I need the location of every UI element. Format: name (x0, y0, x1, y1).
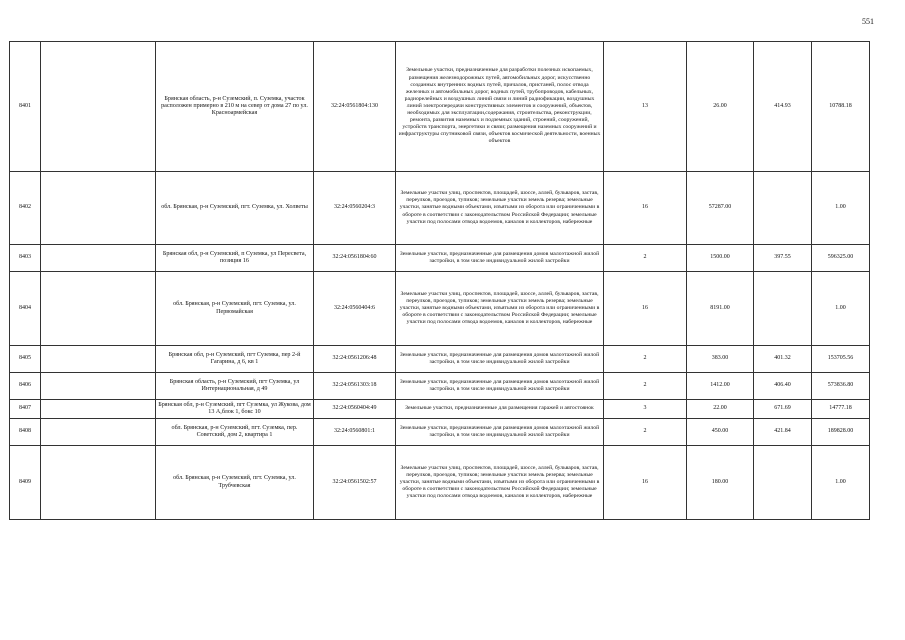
cadastral-number-cell: 32:24:0560404:49 (314, 400, 396, 419)
empty-cell (41, 42, 156, 172)
row-number: 8406 (10, 373, 41, 400)
land-use-cell: Земельные участки, предназначенные для разработки полезных ископаемых, размещения железнодорожных путей, автомобильных дорог, искусственно созданных внутренних водных путей, причалов, пристаней, полос отвода железных и автомобильных дорог, водных путей, трубопроводов, кабельных, радиорелейных и воздушных линий связи и линий радиофикации, воздушных линий электропередачи конструктивных элементов и сооружений, объектов, необходимых для эксплуатации,содержания, строительства, реконструкции, ремонта, развития наземных и подземных зданий, строений, сооружений, устройств транспорта, энергетики и связи; размещения наземных сооружений и инфраструктуры спутниковой связи, объектов космической деятельности, военных объектов (396, 42, 604, 172)
specific-value-cell: 414.93 (754, 42, 812, 172)
area-cell: 8191.00 (687, 272, 754, 346)
land-use-cell: Земельные участки, предназначенные для размещения гаражей и автостоянок (396, 400, 604, 419)
cadastral-number-cell: 32:24:0560404:6 (314, 272, 396, 346)
table-row (10, 272, 870, 346)
row-number: 8404 (10, 272, 41, 346)
area-cell: 383.00 (687, 346, 754, 373)
area-cell: 1500.00 (687, 245, 754, 272)
specific-value-cell (754, 172, 812, 245)
specific-value-cell: 421.84 (754, 419, 812, 446)
row-number: 8401 (10, 42, 41, 172)
table-row (10, 373, 870, 400)
cadastral-value-cell: 596325.00 (812, 245, 870, 272)
land-use-cell: Земельные участки, предназначенные для размещения домов малоэтажной жилой застройки, в том числе индивидуальной жилой застройки (396, 346, 604, 373)
table-row (10, 245, 870, 272)
use-code-cell: 2 (604, 346, 687, 373)
area-cell: 26.00 (687, 42, 754, 172)
land-use-cell: Земельные участки улиц, проспектов, площадей, шоссе, аллей, бульваров, застав, переулков, проездов, тупиков; земельные участки земель резерва; земельные участки, занятые водными объектами, изъятыми из оборота или ограниченными в обороте в соответствии с законодательством Российской Федерации; земельные участки под полосами отвода водоемов, каналов и коллекторов, набережные (396, 272, 604, 346)
area-cell: 180.00 (687, 446, 754, 520)
cadastral-value-cell: 189828.00 (812, 419, 870, 446)
row-number: 8409 (10, 446, 41, 520)
row-number: 8407 (10, 400, 41, 419)
row-number: 8408 (10, 419, 41, 446)
area-cell: 1412.00 (687, 373, 754, 400)
cadastral-value-cell: 1.00 (812, 272, 870, 346)
cadastral-value-cell: 14777.18 (812, 400, 870, 419)
row-number: 8403 (10, 245, 41, 272)
page-number: 551 (862, 17, 874, 26)
use-code-cell: 2 (604, 245, 687, 272)
cadastral-value-cell: 1.00 (812, 446, 870, 520)
address-cell: Брянская область, р-н Суземский, пгт Суземка, ул Интернациональная, д 49 (156, 373, 314, 400)
land-use-cell: Земельные участки улиц, проспектов, площадей, шоссе, аллей, бульваров, застав, переулков, проездов, тупиков; земельные участки земель резерва; земельные участки, занятые водными объектами, изъятыми из оборота или ограниченными в обороте в соответствии с законодательством Российской Федерации; земельные участки под полосами отвода водоемов, каналов и коллекторов, набережные (396, 172, 604, 245)
empty-cell (41, 172, 156, 245)
specific-value-cell: 671.69 (754, 400, 812, 419)
table-row (10, 346, 870, 373)
cadastral-value-cell: 573836.80 (812, 373, 870, 400)
address-cell: Брянская обл, р-н Суземский, п Суземка, ул Пересвета, позиция 16 (156, 245, 314, 272)
cadastral-value-cell: 153705.56 (812, 346, 870, 373)
cadastral-number-cell: 32:24:0561303:18 (314, 373, 396, 400)
table-row (10, 172, 870, 245)
use-code-cell: 2 (604, 419, 687, 446)
cadastral-number-cell: 32:24:0561804:130 (314, 42, 396, 172)
address-cell: обл. Брянская, р-н Суземский, пгт. Суземка, пер. Советский, дом 2, квартира 1 (156, 419, 314, 446)
empty-cell (41, 446, 156, 520)
use-code-cell: 16 (604, 446, 687, 520)
land-use-cell: Земельные участки, предназначенные для размещения домов малоэтажной жилой застройки, в том числе индивидуальной жилой застройки (396, 373, 604, 400)
cadastral-value-cell: 1.00 (812, 172, 870, 245)
cadastral-number-cell: 32:24:0560801:1 (314, 419, 396, 446)
table-row (10, 419, 870, 446)
specific-value-cell: 406.40 (754, 373, 812, 400)
area-cell: 450.00 (687, 419, 754, 446)
land-use-cell: Земельные участки улиц, проспектов, площадей, шоссе, аллей, бульваров, застав, переулков, проездов, тупиков; земельные участки земель резерва; земельные участки, занятые водными объектами, изъятыми из оборота или ограниченными в обороте в соответствии с законодательством Российской Федерации; земельные участки под полосами отвода водоемов, каналов и коллекторов, набережные (396, 446, 604, 520)
cadastral-value-cell: 10788.18 (812, 42, 870, 172)
specific-value-cell (754, 446, 812, 520)
land-use-cell: Земельные участки, предназначенные для размещения домов малоэтажной жилой застройки, в том числе индивидуальной жилой застройки (396, 245, 604, 272)
use-code-cell: 16 (604, 172, 687, 245)
empty-cell (41, 400, 156, 419)
area-cell: 57287.00 (687, 172, 754, 245)
cadastral-number-cell: 32:24:0561804:60 (314, 245, 396, 272)
row-number: 8405 (10, 346, 41, 373)
address-cell: обл. Брянская, р-н Суземский, пгт. Суземка, ул. Первомайская (156, 272, 314, 346)
land-registry-table (9, 41, 870, 520)
empty-cell (41, 419, 156, 446)
specific-value-cell (754, 272, 812, 346)
table-row (10, 400, 870, 419)
table-row (10, 42, 870, 172)
cadastral-number-cell: 32:24:0561502:57 (314, 446, 396, 520)
land-use-cell: Земельные участки, предназначенные для размещения домов малоэтажной жилой застройки, в том числе индивидуальной жилой застройки (396, 419, 604, 446)
address-cell: Брянская обл, р-н Суземский, пгт Суземка, пер 2-й Гагарина, д 6, кв 1 (156, 346, 314, 373)
use-code-cell: 3 (604, 400, 687, 419)
table-row (10, 446, 870, 520)
area-cell: 22.00 (687, 400, 754, 419)
cadastral-number-cell: 32:24:0560204:3 (314, 172, 396, 245)
address-cell: Брянская область, р-н Суземский, п. Суземка, участок расположен примерно в 210 м на север от дома 27 по ул. Красноармейская (156, 42, 314, 172)
address-cell: обл. Брянская, р-н Суземский, пгт. Суземка, ул. Трубчевская (156, 446, 314, 520)
row-number: 8402 (10, 172, 41, 245)
address-cell: обл. Брянская, р-н Суземский, пгт. Суземка, ул. Холветы (156, 172, 314, 245)
cadastral-number-cell: 32:24:0561206:48 (314, 346, 396, 373)
address-cell: Брянская обл, р-н Суземский, пгт Суземка, ул Жукова, дом 13 А,блок 1, бокс 10 (156, 400, 314, 419)
empty-cell (41, 272, 156, 346)
empty-cell (41, 245, 156, 272)
use-code-cell: 2 (604, 373, 687, 400)
empty-cell (41, 373, 156, 400)
specific-value-cell: 401.32 (754, 346, 812, 373)
specific-value-cell: 397.55 (754, 245, 812, 272)
use-code-cell: 13 (604, 42, 687, 172)
empty-cell (41, 346, 156, 373)
use-code-cell: 16 (604, 272, 687, 346)
